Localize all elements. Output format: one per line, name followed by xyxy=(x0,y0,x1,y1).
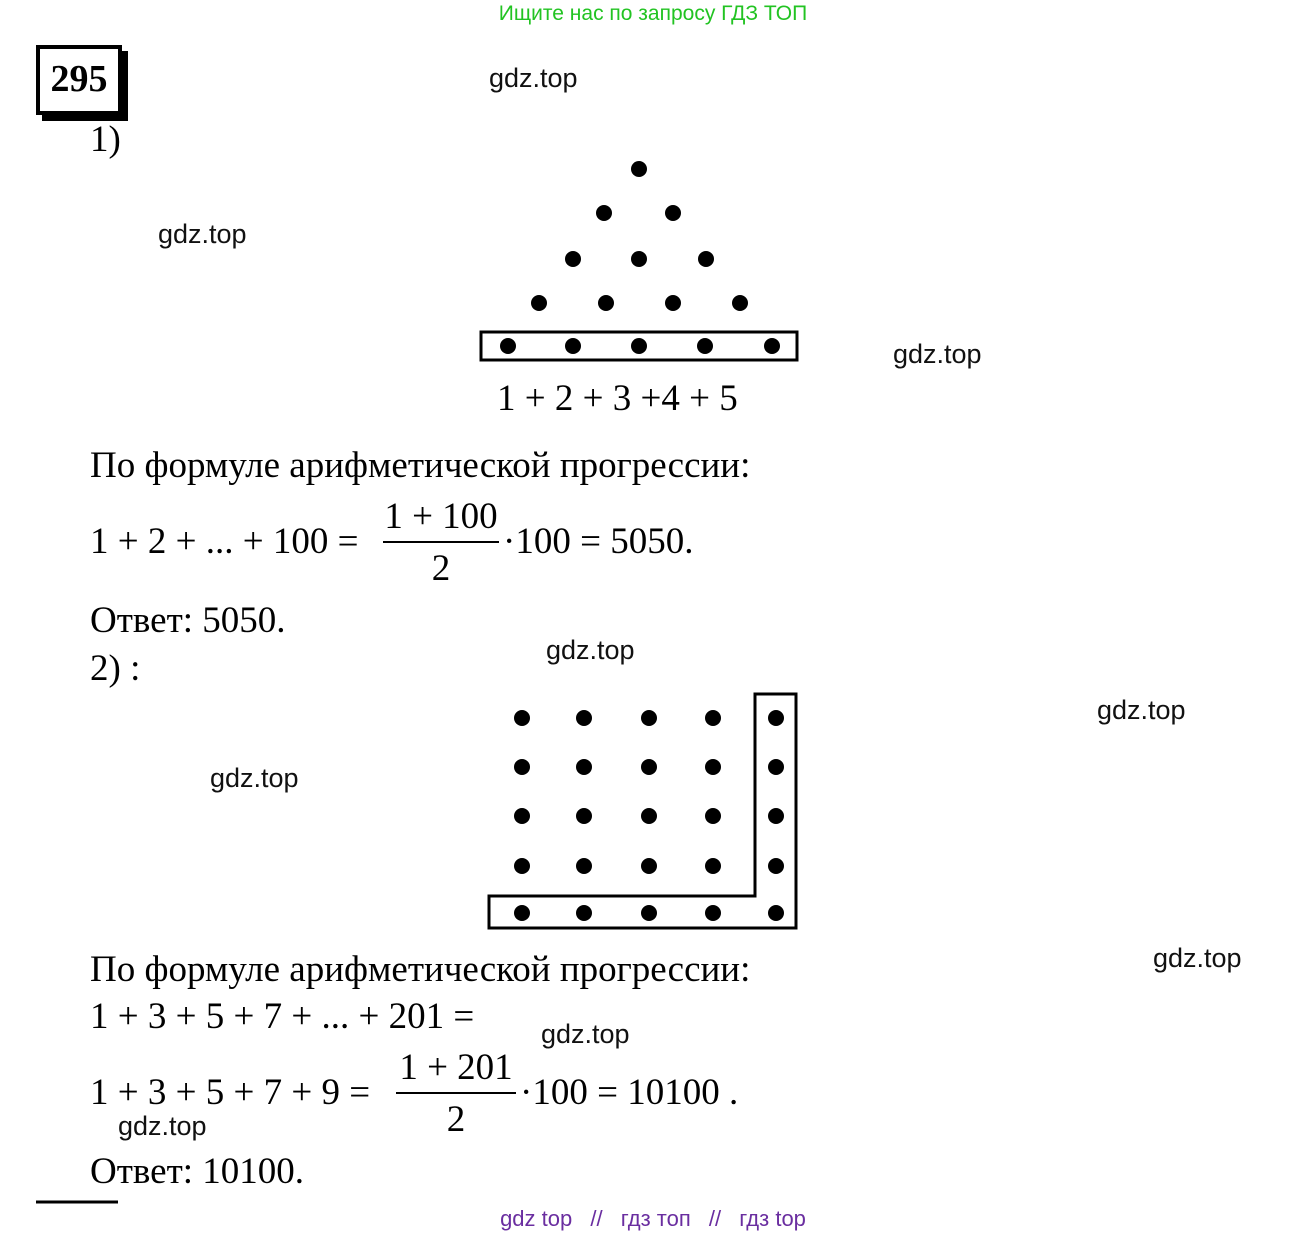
square-dot-diagram xyxy=(514,710,784,921)
triangle-dot xyxy=(697,338,713,354)
search-banner: Ищите нас по запросу ГДЗ ТОП xyxy=(498,2,808,25)
part1-formula-heading: По формуле арифметической прогрессии: xyxy=(90,445,751,486)
triangle-dot xyxy=(531,295,547,311)
triangle-dot xyxy=(631,338,647,354)
square-dot xyxy=(514,759,530,775)
triangle-dot xyxy=(665,205,681,221)
part2-equation-right: ·100 = 10100 . xyxy=(520,1072,739,1113)
triangle-dot xyxy=(565,338,581,354)
watermark: gdz.top xyxy=(1153,943,1242,973)
square-dot xyxy=(641,710,657,726)
part2-formula-heading: По формуле арифметической прогрессии: xyxy=(90,949,751,990)
square-dot xyxy=(641,759,657,775)
square-dot xyxy=(768,858,784,874)
fraction-denominator: 2 xyxy=(431,548,451,589)
square-dot xyxy=(576,858,592,874)
part2-label: 2) : xyxy=(90,648,141,689)
square-gnomon-frame xyxy=(489,694,796,928)
triangle-dot xyxy=(565,251,581,267)
triangle-dot xyxy=(665,295,681,311)
watermark: gdz.top xyxy=(893,339,982,369)
watermark: gdz.top xyxy=(210,763,299,793)
triangle-dot xyxy=(596,205,612,221)
square-dot xyxy=(576,759,592,775)
square-dot xyxy=(576,905,592,921)
square-dot xyxy=(705,710,721,726)
watermark: gdz.top xyxy=(546,635,635,665)
footer-separator: // xyxy=(590,1206,603,1231)
triangle-dot xyxy=(698,251,714,267)
fraction-bar xyxy=(383,541,499,543)
fraction-numerator: 1 + 201 xyxy=(399,1047,513,1088)
square-dot xyxy=(705,808,721,824)
square-dot xyxy=(641,808,657,824)
part1-label: 1) xyxy=(90,119,121,160)
part1-equation-left: 1 + 2 + ... + 100 = xyxy=(90,521,359,562)
square-dot xyxy=(514,905,530,921)
part2-fraction xyxy=(396,1048,516,1140)
triangle-dot xyxy=(500,338,516,354)
part1-fraction xyxy=(383,497,499,589)
part2-answer: Ответ: 10100. xyxy=(90,1151,305,1192)
footer-link[interactable]: гдз top xyxy=(739,1206,806,1231)
triangle-dot xyxy=(631,161,647,177)
triangle-dot xyxy=(764,338,780,354)
fraction-bar xyxy=(396,1092,516,1094)
part1-equation-right: ·100 = 5050. xyxy=(503,521,694,562)
footer-links xyxy=(0,1206,1306,1232)
square-dot xyxy=(641,858,657,874)
square-dot xyxy=(514,710,530,726)
watermark: gdz.top xyxy=(489,63,578,93)
square-dot xyxy=(705,905,721,921)
watermark: gdz.top xyxy=(118,1111,207,1141)
square-dot xyxy=(514,808,530,824)
square-dot xyxy=(576,808,592,824)
triangle-caption: 1 + 2 + 3 +4 + 5 xyxy=(497,378,738,419)
triangle-dot xyxy=(598,295,614,311)
fraction-numerator: 1 + 100 xyxy=(384,496,498,537)
square-dot xyxy=(576,710,592,726)
square-dot xyxy=(768,905,784,921)
problem-number: 295 xyxy=(36,45,122,115)
square-dot xyxy=(705,858,721,874)
square-dot xyxy=(641,905,657,921)
watermark: gdz.top xyxy=(541,1019,630,1049)
watermark: gdz.top xyxy=(158,219,247,249)
square-dot xyxy=(768,710,784,726)
square-dot xyxy=(705,759,721,775)
fraction-denominator: 2 xyxy=(446,1099,466,1140)
footer-link[interactable]: gdz top xyxy=(500,1206,573,1231)
part2-equation-line1: 1 + 3 + 5 + 7 + ... + 201 = xyxy=(90,996,475,1037)
square-dot xyxy=(768,759,784,775)
triangle-dot xyxy=(732,295,748,311)
square-dot xyxy=(514,858,530,874)
triangle-dot xyxy=(631,251,647,267)
triangle-dot-diagram xyxy=(500,161,780,354)
square-dot xyxy=(768,808,784,824)
part2-equation-left: 1 + 3 + 5 + 7 + 9 = xyxy=(90,1072,371,1113)
footer-separator: // xyxy=(708,1206,722,1231)
footer-link[interactable]: гдз топ xyxy=(620,1206,691,1231)
watermark: gdz.top xyxy=(1097,695,1186,725)
part1-answer: Ответ: 5050. xyxy=(90,600,286,641)
